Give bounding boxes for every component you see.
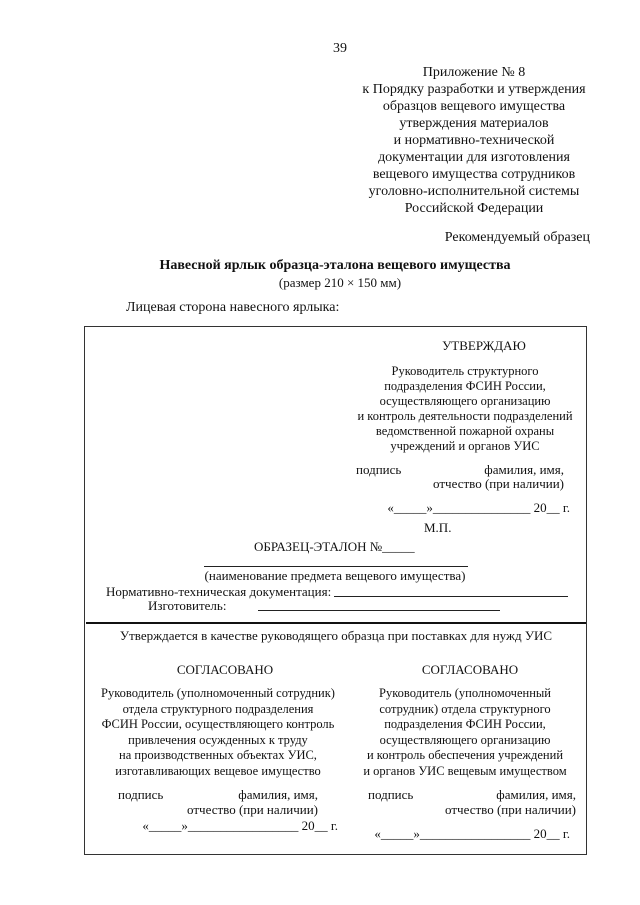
agreed-right-line: и контроль обеспечения учреждений <box>366 748 564 762</box>
agreed-left-position <box>88 686 348 779</box>
agreed-right-date: «_____»_________________ 20__ г. <box>374 826 570 841</box>
section-divider <box>86 622 586 624</box>
appendix-line: Приложение № 8 <box>422 65 526 80</box>
agreed-left-line: привлечения осужденных к труду <box>128 732 308 747</box>
appendix-header <box>352 64 596 217</box>
manufacturer-label: Изготовитель: <box>148 598 227 613</box>
approve-date: «_____»_______________ 20__ г. <box>387 500 570 515</box>
item-name-line <box>204 566 468 567</box>
appendix-line: и нормативно-технической <box>393 133 555 148</box>
agreed-left-signature-label: подпись <box>118 787 164 802</box>
approve-line: ведомственной пожарной охраны <box>375 424 555 438</box>
appendix-line: утверждения материалов <box>399 116 549 131</box>
agreed-right-line: сотрудник) отдела структурного <box>379 701 551 716</box>
agreed-right-line: осуществляющего организацию <box>379 732 551 747</box>
front-side-label: Лицевая сторона навесного ярлыка: <box>126 300 340 315</box>
agreed-left-line: Руководитель (уполномоченный сотрудник) <box>101 686 335 700</box>
normative-doc-line <box>334 596 568 597</box>
approve-fio-label-2: отчество (при наличии) <box>433 476 564 491</box>
approve-title: УТВЕРЖДАЮ <box>442 338 526 353</box>
approve-position <box>340 364 590 454</box>
agreed-right-fio-label-2: отчество (при наличии) <box>445 802 576 817</box>
manufacturer-line <box>258 610 500 611</box>
agreed-left-line: изготавливающих вещевое имущество <box>115 763 321 778</box>
approve-line: учреждений и органов УИС <box>390 439 540 453</box>
item-name-caption: (наименование предмета вещевого имущества) <box>204 568 466 583</box>
agreed-right-title: СОГЛАСОВАНО <box>421 662 519 677</box>
appendix-line: образцов вещевого имущества <box>382 99 566 114</box>
appendix-line: к Порядку разработки и утверждения <box>362 82 586 97</box>
document-size: (размер 210 × 150 мм) <box>278 275 402 290</box>
seal-label: М.П. <box>424 520 452 535</box>
agreed-left-line: отдела структурного подразделения <box>122 701 314 716</box>
agreed-left-fio-label: фамилия, имя, <box>238 787 318 802</box>
approve-line: подразделения ФСИН России, <box>384 379 546 393</box>
agreed-right-line: подразделения ФСИН России, <box>384 717 546 731</box>
agreed-right-line: Руководитель (уполномоченный <box>379 686 551 700</box>
approved-note: Утверждается в качестве руководящего образца при поставках для нужд УИС <box>119 628 553 643</box>
agreed-left-date: «_____»_________________ 20__ г. <box>142 818 338 833</box>
agreed-right-signature-label: подпись <box>368 787 414 802</box>
agreed-left-title: СОГЛАСОВАНО <box>176 662 274 677</box>
recommended-sample-label: Рекомендуемый образец <box>444 230 590 245</box>
agreed-right-fio-label: фамилия, имя, <box>496 787 576 802</box>
sample-number: ОБРАЗЕЦ-ЭТАЛОН №_____ <box>254 539 415 554</box>
agreed-right-line: и органов УИС вещевым имуществом <box>363 763 567 778</box>
appendix-line: Российской Федерации <box>404 201 544 216</box>
agreed-left-fio-label-2: отчество (при наличии) <box>187 802 318 817</box>
normative-doc-label: Нормативно-техническая документация: <box>106 584 332 599</box>
approve-fio-label: фамилия, имя, <box>484 462 564 477</box>
approve-signature-label: подпись <box>356 462 402 477</box>
agreed-right-position <box>346 686 584 779</box>
approve-line: и контроль деятельности подразделений <box>357 409 573 423</box>
appendix-line: вещевого имущества сотрудников <box>372 167 576 182</box>
appendix-line: уголовно-исполнительной системы <box>368 184 580 199</box>
approve-line: осуществляющего организацию <box>379 394 551 408</box>
page-number: 39 <box>333 41 347 56</box>
approve-line: Руководитель структурного <box>391 364 539 378</box>
agreed-left-line: на производственных объектах УИС, <box>119 748 317 762</box>
document-title: Навесной ярлык образца-эталона вещевого имущества <box>159 258 511 273</box>
appendix-line: документации для изготовления <box>378 150 570 165</box>
agreed-left-line: ФСИН России, осуществляющего контроль <box>101 717 335 731</box>
